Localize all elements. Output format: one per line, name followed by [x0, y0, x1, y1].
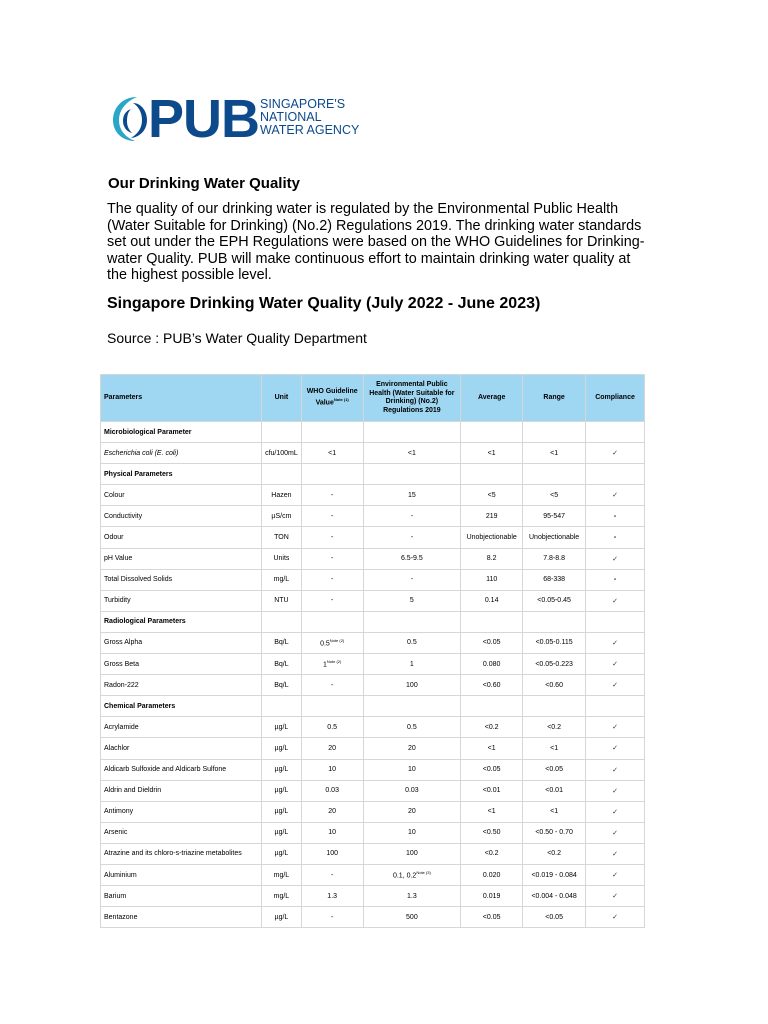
cell-eph: 500 [363, 907, 461, 928]
empty-cell [301, 696, 363, 717]
cell-eph: 5 [363, 590, 461, 611]
empty-cell [523, 422, 586, 443]
cell-unit: TON [262, 527, 302, 548]
section-label: Radiological Parameters [101, 611, 262, 632]
cell-average: Unobjectionable [461, 527, 523, 548]
table-section-row [101, 422, 645, 443]
section-label: Physical Parameters [101, 464, 262, 485]
cell-parameter: Turbidity [101, 590, 262, 611]
cell-eph: 0.1, $0.2^{Note (3)}$ [363, 864, 461, 885]
cell-who: <1 [301, 443, 363, 464]
cell-average: <1 [461, 443, 523, 464]
cell-unit: Bq/L [262, 675, 302, 696]
cell-unit: mg/L [262, 569, 302, 590]
pub-logo-tagline: SINGAPORE'S NATIONAL WATER AGENCY [260, 97, 360, 137]
cell-range: <0.05-0.115 [523, 632, 586, 653]
table-row [101, 675, 645, 696]
cell-compliance: - [586, 527, 645, 548]
table-section-row [101, 696, 645, 717]
cell-average: <0.05 [461, 632, 523, 653]
cell-eph: 15 [363, 485, 461, 506]
cell-average: <0.05 [461, 907, 523, 928]
col-header-range: Range [523, 375, 586, 422]
cell-compliance: ✓ [586, 485, 645, 506]
cell-average: 0.14 [461, 590, 523, 611]
cell-range: <1 [523, 801, 586, 822]
cell-eph: 1 [363, 654, 461, 675]
cell-range: Unobjectionable [523, 527, 586, 548]
cell-who: - [301, 569, 363, 590]
cell-eph: 0.03 [363, 780, 461, 801]
cell-average: <1 [461, 738, 523, 759]
cell-range: 68-338 [523, 569, 586, 590]
pub-logo-wordmark: PUB [148, 89, 260, 149]
cell-average: 0.019 [461, 886, 523, 907]
cell-compliance: ✓ [586, 717, 645, 738]
cell-unit: µg/L [262, 738, 302, 759]
cell-who: $1^{Note (2)}$ [301, 654, 363, 675]
cell-eph: 0.5 [363, 632, 461, 653]
empty-cell [363, 464, 461, 485]
cell-who: - [301, 590, 363, 611]
table-section-row [101, 611, 645, 632]
table-row [101, 907, 645, 928]
cell-who: - [301, 864, 363, 885]
empty-cell [363, 422, 461, 443]
cell-compliance: ✓ [586, 801, 645, 822]
cell-unit: mg/L [262, 886, 302, 907]
cell-range: <0.05-0.45 [523, 590, 586, 611]
cell-parameter: Aldrin and Dieldrin [101, 780, 262, 801]
cell-who: 100 [301, 843, 363, 864]
cell-compliance: - [586, 569, 645, 590]
cell-unit: µg/L [262, 759, 302, 780]
table-row [101, 548, 645, 569]
table-row [101, 738, 645, 759]
cell-range: <1 [523, 443, 586, 464]
cell-compliance: ✓ [586, 632, 645, 653]
cell-parameter: Barium [101, 886, 262, 907]
cell-average: <0.01 [461, 780, 523, 801]
cell-compliance: ✓ [586, 654, 645, 675]
cell-compliance: ✓ [586, 907, 645, 928]
empty-cell [363, 696, 461, 717]
cell-eph: <1 [363, 443, 461, 464]
cell-eph: - [363, 527, 461, 548]
cell-parameter: Colour [101, 485, 262, 506]
source-note: Source : PUB’s Water Quality Department [107, 330, 367, 346]
cell-who: - [301, 548, 363, 569]
cell-range: 95-547 [523, 506, 586, 527]
empty-cell [262, 611, 302, 632]
cell-who: - [301, 675, 363, 696]
empty-cell [461, 464, 523, 485]
cell-average: <0.60 [461, 675, 523, 696]
cell-average: <0.2 [461, 843, 523, 864]
cell-who: 20 [301, 801, 363, 822]
cell-average: <1 [461, 801, 523, 822]
cell-compliance: ✓ [586, 675, 645, 696]
cell-who: 20 [301, 738, 363, 759]
cell-who: 1.3 [301, 886, 363, 907]
table-row [101, 864, 645, 885]
cell-unit: µg/L [262, 801, 302, 822]
table-row [101, 590, 645, 611]
cell-eph: 100 [363, 843, 461, 864]
cell-eph: 10 [363, 759, 461, 780]
table-row [101, 759, 645, 780]
empty-cell [301, 422, 363, 443]
cell-parameter: Gross Beta [101, 654, 262, 675]
cell-parameter: Acrylamide [101, 717, 262, 738]
cell-average: <0.50 [461, 822, 523, 843]
cell-range: <0.60 [523, 675, 586, 696]
table-row [101, 569, 645, 590]
cell-parameter: Bentazone [101, 907, 262, 928]
col-header-unit: Unit [262, 375, 302, 422]
cell-range: <1 [523, 738, 586, 759]
table-row [101, 527, 645, 548]
cell-eph: 1.3 [363, 886, 461, 907]
cell-compliance: ✓ [586, 843, 645, 864]
cell-unit: Units [262, 548, 302, 569]
col-header-who: WHO Guideline Value$^{Note (1)}$ [301, 375, 363, 422]
cell-parameter: Total Dissolved Solids [101, 569, 262, 590]
cell-compliance: ✓ [586, 822, 645, 843]
cell-unit: µg/L [262, 843, 302, 864]
empty-cell [523, 696, 586, 717]
table-row [101, 801, 645, 822]
cell-parameter: Atrazine and its chloro-s-triazine metabolites [101, 843, 262, 864]
cell-unit: Bq/L [262, 654, 302, 675]
cell-parameter: Escherichia coli (E. coli) [101, 443, 262, 464]
cell-who: $0.5^{Note (2)}$ [301, 632, 363, 653]
cell-who: 10 [301, 822, 363, 843]
cell-range: <0.2 [523, 717, 586, 738]
empty-cell [262, 422, 302, 443]
cell-unit: µg/L [262, 717, 302, 738]
section-title: Singapore Drinking Water Quality (July 2022 - June 2023) [107, 295, 541, 312]
cell-parameter: Aldicarb Sulfoxide and Aldicarb Sulfone [101, 759, 262, 780]
cell-compliance: - [586, 506, 645, 527]
cell-parameter: pH Value [101, 548, 262, 569]
table-row [101, 717, 645, 738]
cell-eph: 6.5-9.5 [363, 548, 461, 569]
intro-paragraph: The quality of our drinking water is regulated by the Environmental Public Health (Water Suitable for Drinking) (No.2) Regulations 2019. The drinking water standards set out under the EPH Regulations were based on the WHO Guidelines for Drinking-water Quality. PUB will make continuous effort to maintain drinking water quality at the highest possible level. [107, 201, 645, 284]
table-row [101, 886, 645, 907]
cell-compliance: ✓ [586, 759, 645, 780]
cell-eph: 20 [363, 738, 461, 759]
table-row [101, 632, 645, 653]
cell-range: <0.50 - 0.70 [523, 822, 586, 843]
table-section-row [101, 464, 645, 485]
col-header-average: Average [461, 375, 523, 422]
empty-cell [586, 696, 645, 717]
col-header-compliance: Compliance [586, 375, 645, 422]
cell-who: 0.5 [301, 717, 363, 738]
empty-cell [461, 696, 523, 717]
empty-cell [301, 611, 363, 632]
empty-cell [363, 611, 461, 632]
cell-unit: µg/L [262, 822, 302, 843]
table-row [101, 506, 645, 527]
cell-average: 0.080 [461, 654, 523, 675]
col-header-eph: Environmental Public Health (Water Suitable for Drinking) (No.2) Regulations 2019 [363, 375, 461, 422]
cell-who: - [301, 907, 363, 928]
cell-parameter: Odour [101, 527, 262, 548]
cell-eph: - [363, 569, 461, 590]
cell-range: <0.05 [523, 759, 586, 780]
cell-unit: NTU [262, 590, 302, 611]
table-row [101, 443, 645, 464]
cell-average: <0.2 [461, 717, 523, 738]
cell-parameter: Alachlor [101, 738, 262, 759]
cell-range: <5 [523, 485, 586, 506]
table-row [101, 485, 645, 506]
empty-cell [586, 464, 645, 485]
empty-cell [523, 464, 586, 485]
cell-who: - [301, 485, 363, 506]
cell-who: 10 [301, 759, 363, 780]
cell-compliance: ✓ [586, 886, 645, 907]
table-row [101, 654, 645, 675]
cell-parameter: Antimony [101, 801, 262, 822]
cell-range: <0.019 - 0.084 [523, 864, 586, 885]
page-title: Our Drinking Water Quality [108, 175, 300, 192]
table-row [101, 843, 645, 864]
empty-cell [262, 696, 302, 717]
cell-compliance: ✓ [586, 864, 645, 885]
cell-eph: - [363, 506, 461, 527]
cell-average: 110 [461, 569, 523, 590]
cell-average: 8.2 [461, 548, 523, 569]
cell-parameter: Arsenic [101, 822, 262, 843]
empty-cell [586, 611, 645, 632]
empty-cell [301, 464, 363, 485]
empty-cell [586, 422, 645, 443]
empty-cell [461, 611, 523, 632]
cell-range: <0.05-0.223 [523, 654, 586, 675]
cell-eph: 100 [363, 675, 461, 696]
table-row [101, 780, 645, 801]
cell-parameter: Gross Alpha [101, 632, 262, 653]
cell-parameter: Radon-222 [101, 675, 262, 696]
cell-range: 7.8-8.8 [523, 548, 586, 569]
cell-eph: 0.5 [363, 717, 461, 738]
col-header-parameters: Parameters [101, 375, 262, 422]
cell-parameter: Aluminium [101, 864, 262, 885]
cell-unit: µg/L [262, 907, 302, 928]
cell-compliance: ✓ [586, 548, 645, 569]
table-row [101, 822, 645, 843]
cell-parameter: Conductivity [101, 506, 262, 527]
cell-who: - [301, 527, 363, 548]
cell-average: 219 [461, 506, 523, 527]
cell-average: <5 [461, 485, 523, 506]
cell-unit: µg/L [262, 780, 302, 801]
cell-average: 0.020 [461, 864, 523, 885]
cell-range: <0.2 [523, 843, 586, 864]
cell-compliance: ✓ [586, 780, 645, 801]
table-header-row [101, 375, 645, 422]
cell-who: 0.03 [301, 780, 363, 801]
empty-cell [461, 422, 523, 443]
water-quality-table [100, 374, 645, 928]
section-label: Chemical Parameters [101, 696, 262, 717]
cell-average: <0.05 [461, 759, 523, 780]
cell-unit: cfu/100mL [262, 443, 302, 464]
cell-range: <0.004 - 0.048 [523, 886, 586, 907]
cell-compliance: ✓ [586, 738, 645, 759]
section-label: Microbiological Parameter [101, 422, 262, 443]
cell-range: <0.01 [523, 780, 586, 801]
cell-compliance: ✓ [586, 590, 645, 611]
cell-range: <0.05 [523, 907, 586, 928]
cell-eph: 20 [363, 801, 461, 822]
cell-unit: Hazen [262, 485, 302, 506]
cell-unit: Bq/L [262, 632, 302, 653]
cell-unit: µS/cm [262, 506, 302, 527]
cell-eph: 10 [363, 822, 461, 843]
empty-cell [262, 464, 302, 485]
cell-who: - [301, 506, 363, 527]
pub-logo-emblem-icon [111, 93, 151, 145]
cell-compliance: ✓ [586, 443, 645, 464]
pub-logo [111, 90, 361, 150]
empty-cell [523, 611, 586, 632]
cell-unit: mg/L [262, 864, 302, 885]
